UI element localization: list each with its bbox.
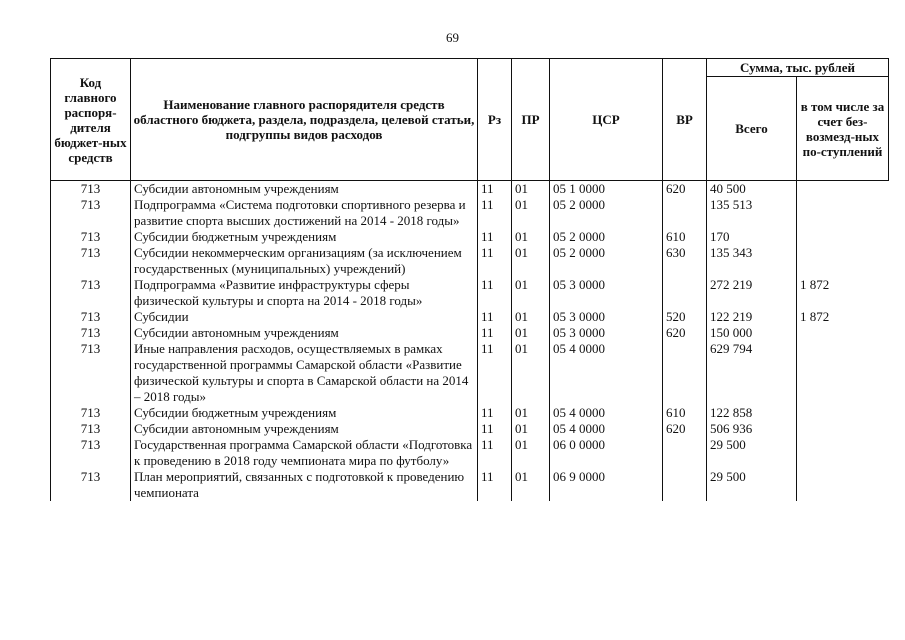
- cell-code: 713: [51, 309, 131, 325]
- header-total: Всего: [707, 77, 797, 181]
- cell-csr: 05 2 0000: [550, 197, 663, 229]
- cell-total: 29 500: [707, 469, 797, 501]
- cell-pr: 01: [512, 245, 550, 277]
- cell-code: 713: [51, 277, 131, 309]
- cell-pr: 01: [512, 341, 550, 405]
- cell-total: 135 343: [707, 245, 797, 277]
- cell-code: 713: [51, 437, 131, 469]
- cell-csr: 05 3 0000: [550, 309, 663, 325]
- header-pr: ПР: [512, 59, 550, 181]
- cell-csr: 05 4 0000: [550, 421, 663, 437]
- cell-csr: 05 3 0000: [550, 325, 663, 341]
- cell-total: 40 500: [707, 181, 797, 198]
- cell-csr: 05 4 0000: [550, 341, 663, 405]
- cell-csr: 06 9 0000: [550, 469, 663, 501]
- cell-rz: 11: [478, 421, 512, 437]
- table-row: [51, 405, 889, 421]
- table-row: [51, 197, 889, 229]
- table-row: [51, 229, 889, 245]
- cell-rz: 11: [478, 437, 512, 469]
- cell-total: 135 513: [707, 197, 797, 229]
- cell-code: 713: [51, 197, 131, 229]
- cell-csr: 05 2 0000: [550, 229, 663, 245]
- cell-pr: 01: [512, 229, 550, 245]
- cell-pr: 01: [512, 437, 550, 469]
- table-row: [51, 181, 889, 198]
- table-row: [51, 437, 889, 469]
- table-row: [51, 309, 889, 325]
- cell-pr: 01: [512, 309, 550, 325]
- cell-free: [797, 181, 889, 198]
- table-row: [51, 277, 889, 309]
- cell-rz: 11: [478, 405, 512, 421]
- cell-name: Субсидии автономным учреждениям: [131, 181, 478, 198]
- cell-pr: 01: [512, 325, 550, 341]
- cell-code: 713: [51, 245, 131, 277]
- cell-vr: 620: [663, 181, 707, 198]
- cell-name: Субсидии бюджетным учреждениям: [131, 405, 478, 421]
- cell-rz: 11: [478, 469, 512, 501]
- cell-name: Субсидии некоммерческим организациям (за исключением государственных (муниципальных) учреждений): [131, 245, 478, 277]
- cell-pr: 01: [512, 181, 550, 198]
- cell-name: Подпрограмма «Развитие инфраструктуры сферы физической культуры и спорта на 2014 - 2018 годы»: [131, 277, 478, 309]
- cell-total: 170: [707, 229, 797, 245]
- cell-vr: 610: [663, 405, 707, 421]
- header-name: Наименование главного распорядителя средств областного бюджета, раздела, подраздела, целевой статьи, подгруппы видов расходов: [131, 59, 478, 181]
- cell-vr: [663, 277, 707, 309]
- cell-total: 122 219: [707, 309, 797, 325]
- cell-rz: 11: [478, 197, 512, 229]
- cell-free: [797, 421, 889, 437]
- cell-rz: 11: [478, 341, 512, 405]
- cell-csr: 05 3 0000: [550, 277, 663, 309]
- cell-pr: 01: [512, 197, 550, 229]
- cell-name: Подпрограмма «Система подготовки спортивного резерва и развитие спорта высших достижений на 2014 - 2018 годы»: [131, 197, 478, 229]
- cell-free: 1 872: [797, 277, 889, 309]
- cell-vr: 630: [663, 245, 707, 277]
- cell-rz: 11: [478, 229, 512, 245]
- cell-free: 1 872: [797, 309, 889, 325]
- header-csr: ЦСР: [550, 59, 663, 181]
- cell-free: [797, 229, 889, 245]
- cell-total: 629 794: [707, 341, 797, 405]
- cell-name: Государственная программа Самарской области «Подготовка к проведению в 2018 году чемпионата мира по футболу»: [131, 437, 478, 469]
- cell-name: Субсидии автономным учреждениям: [131, 421, 478, 437]
- budget-table: [50, 58, 889, 501]
- cell-free: [797, 469, 889, 501]
- cell-pr: 01: [512, 277, 550, 309]
- cell-code: 713: [51, 181, 131, 198]
- cell-rz: 11: [478, 245, 512, 277]
- cell-pr: 01: [512, 405, 550, 421]
- cell-name: Иные направления расходов, осуществляемых в рамках государственной программы Самарской области «Развитие физической культуры и спорта в Самарской области на 2014 – 2018 годы»: [131, 341, 478, 405]
- cell-code: 713: [51, 405, 131, 421]
- cell-rz: 11: [478, 181, 512, 198]
- cell-free: [797, 325, 889, 341]
- cell-name: Субсидии бюджетным учреждениям: [131, 229, 478, 245]
- cell-vr: [663, 437, 707, 469]
- table-row: [51, 325, 889, 341]
- cell-vr: [663, 469, 707, 501]
- cell-name: Субсидии автономным учреждениям: [131, 325, 478, 341]
- table-row: [51, 469, 889, 501]
- cell-total: 272 219: [707, 277, 797, 309]
- cell-rz: 11: [478, 309, 512, 325]
- header-vr: ВР: [663, 59, 707, 181]
- cell-vr: [663, 197, 707, 229]
- cell-csr: 05 1 0000: [550, 181, 663, 198]
- cell-free: [797, 405, 889, 421]
- cell-free: [797, 245, 889, 277]
- cell-name: Субсидии: [131, 309, 478, 325]
- table-row: [51, 341, 889, 405]
- cell-total: 506 936: [707, 421, 797, 437]
- header-sum: Сумма, тыс. рублей: [707, 59, 889, 77]
- cell-code: 713: [51, 341, 131, 405]
- cell-total: 122 858: [707, 405, 797, 421]
- page-number: 69: [446, 30, 459, 45]
- table-row: [51, 245, 889, 277]
- cell-rz: 11: [478, 277, 512, 309]
- cell-pr: 01: [512, 421, 550, 437]
- cell-total: 150 000: [707, 325, 797, 341]
- cell-rz: 11: [478, 325, 512, 341]
- header-free: в том числе за счет без-возмезд-ных по-ступлений: [797, 77, 889, 181]
- cell-vr: 610: [663, 229, 707, 245]
- cell-csr: 06 0 0000: [550, 437, 663, 469]
- cell-total: 29 500: [707, 437, 797, 469]
- cell-code: 713: [51, 325, 131, 341]
- cell-csr: 05 4 0000: [550, 405, 663, 421]
- header-code: Код главного распоря-дителя бюджет-ных средств: [51, 59, 131, 181]
- cell-pr: 01: [512, 469, 550, 501]
- cell-vr: 620: [663, 421, 707, 437]
- cell-name: План мероприятий, связанных с подготовкой к проведению чемпионата: [131, 469, 478, 501]
- cell-code: 713: [51, 421, 131, 437]
- cell-vr: 520: [663, 309, 707, 325]
- table-row: [51, 421, 889, 437]
- cell-free: [797, 341, 889, 405]
- cell-csr: 05 2 0000: [550, 245, 663, 277]
- cell-free: [797, 437, 889, 469]
- table-body: [51, 181, 889, 502]
- cell-vr: [663, 341, 707, 405]
- cell-code: 713: [51, 229, 131, 245]
- cell-vr: 620: [663, 325, 707, 341]
- cell-free: [797, 197, 889, 229]
- header-rz: Рз: [478, 59, 512, 181]
- cell-code: 713: [51, 469, 131, 501]
